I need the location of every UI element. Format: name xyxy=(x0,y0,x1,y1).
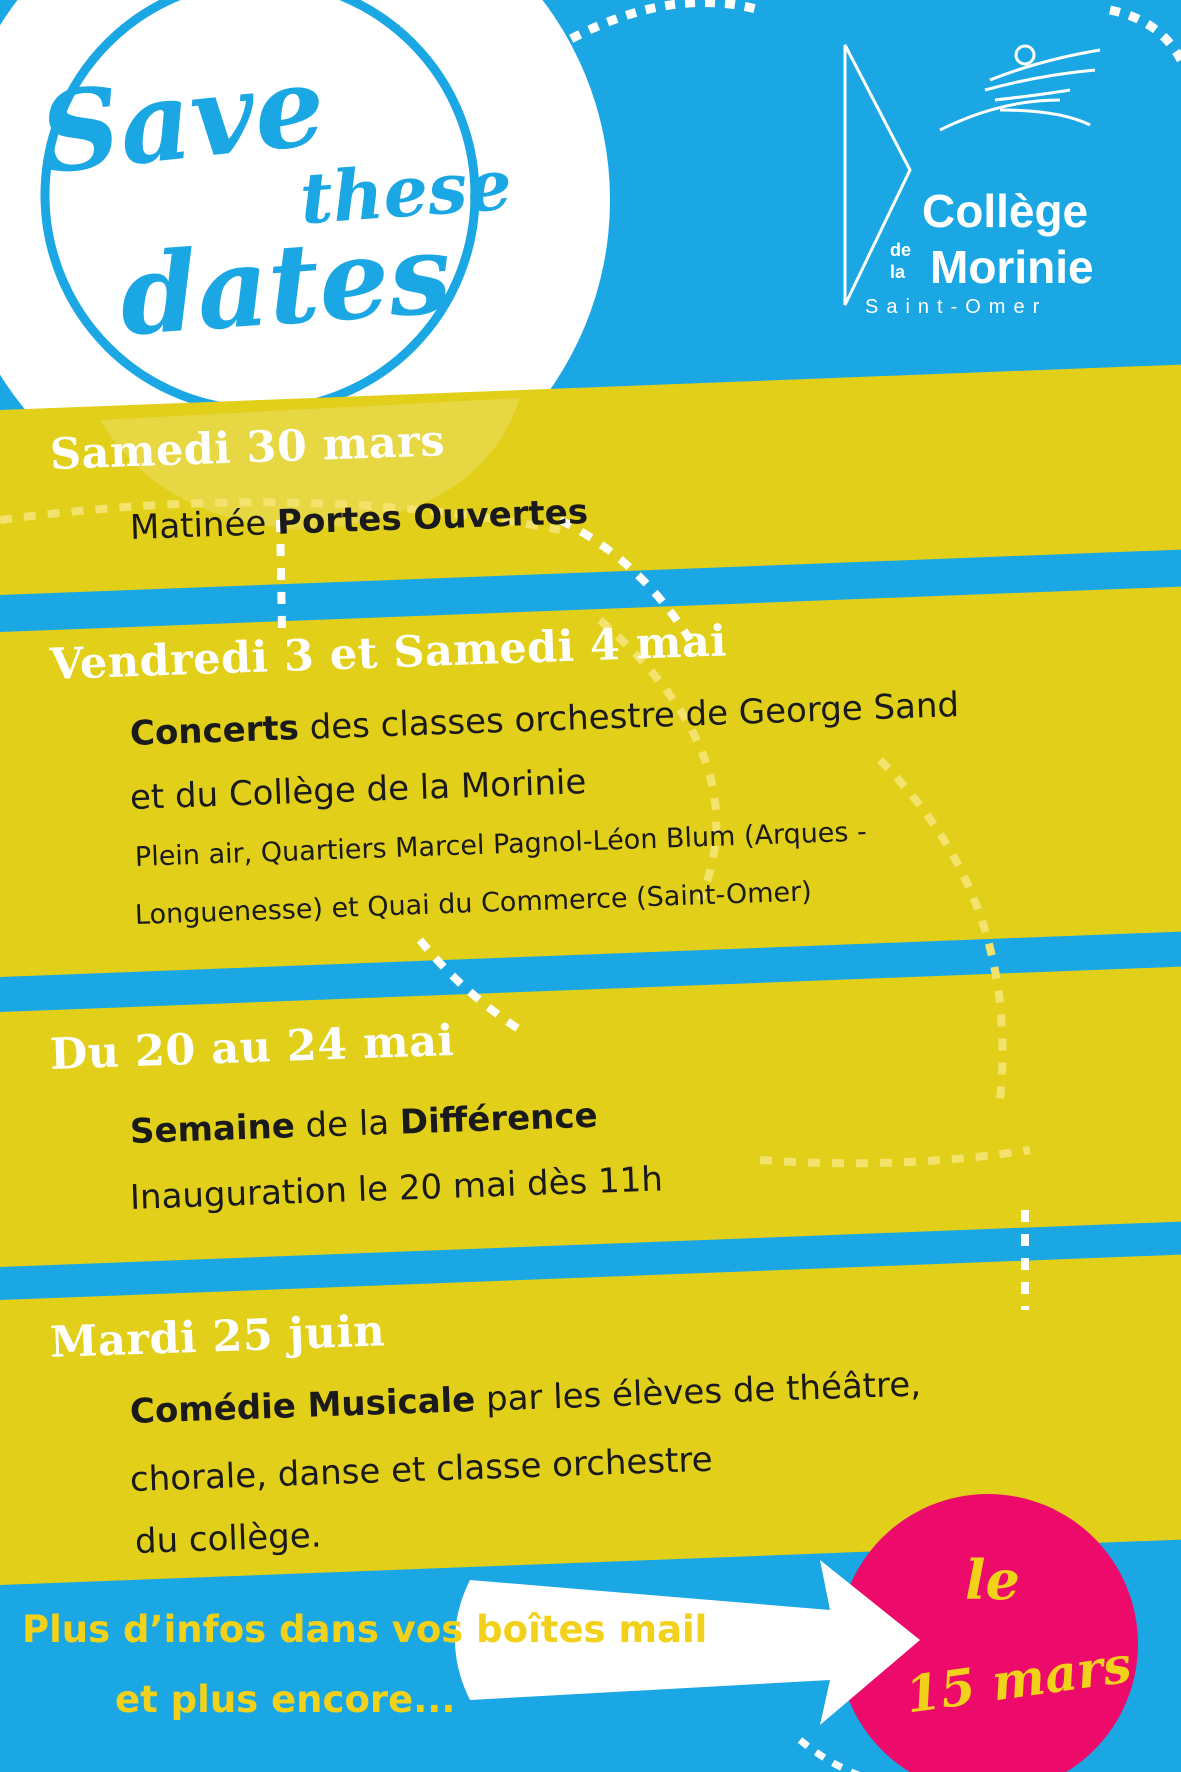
event-line: et du Collège de la Morinie xyxy=(129,762,587,818)
logo-city: Saint-Omer xyxy=(865,296,1048,318)
header-dates: dates xyxy=(115,208,456,361)
badge-line-2: 15 mars xyxy=(901,1634,1135,1725)
event-line: Matinée Portes Ouvertes xyxy=(129,492,589,548)
footer-line-1: Plus d’infos dans vos boîtes mail xyxy=(22,1608,708,1651)
logo-name-2: Morinie xyxy=(930,241,1094,293)
footer-line-2: et plus encore... xyxy=(115,1678,456,1721)
event-date: Du 20 au 24 mai xyxy=(49,1015,456,1080)
dotted-arc-yellow-4 xyxy=(760,1150,1030,1163)
event-date: Vendredi 3 et Samedi 4 mai xyxy=(49,616,728,690)
logo-la: la xyxy=(890,262,906,282)
event-date: Samedi 30 mars xyxy=(49,416,446,480)
logo-de: de xyxy=(890,240,912,260)
event-line: Concerts des classes orchestre de George Sand xyxy=(129,685,960,754)
logo-name-1: Collège xyxy=(922,185,1089,237)
event-line: Longuenesse) et Quai du Commerce (Saint-Omer) xyxy=(134,876,813,931)
event-line: Comédie Musicale par les élèves de théâtre, xyxy=(129,1364,922,1432)
logo-figure-icon xyxy=(940,46,1100,130)
header-save: Save xyxy=(34,40,331,199)
badge-line-1: le xyxy=(965,1548,1020,1612)
event-line: Semaine de la Différence xyxy=(129,1095,599,1152)
event-line: Inauguration le 20 mai dès 11h xyxy=(129,1159,664,1218)
event-line: du collège. xyxy=(134,1515,323,1562)
event-date: Mardi 25 juin xyxy=(49,1306,386,1368)
event-line: chorale, danse et classe orchestre xyxy=(129,1439,714,1500)
event-line: Plein air, Quartiers Marcel Pagnol-Léon Blum (Arques - xyxy=(134,816,868,873)
header-these: these xyxy=(297,142,515,241)
dotted-arc-yellow-3 xyxy=(880,760,1003,1100)
